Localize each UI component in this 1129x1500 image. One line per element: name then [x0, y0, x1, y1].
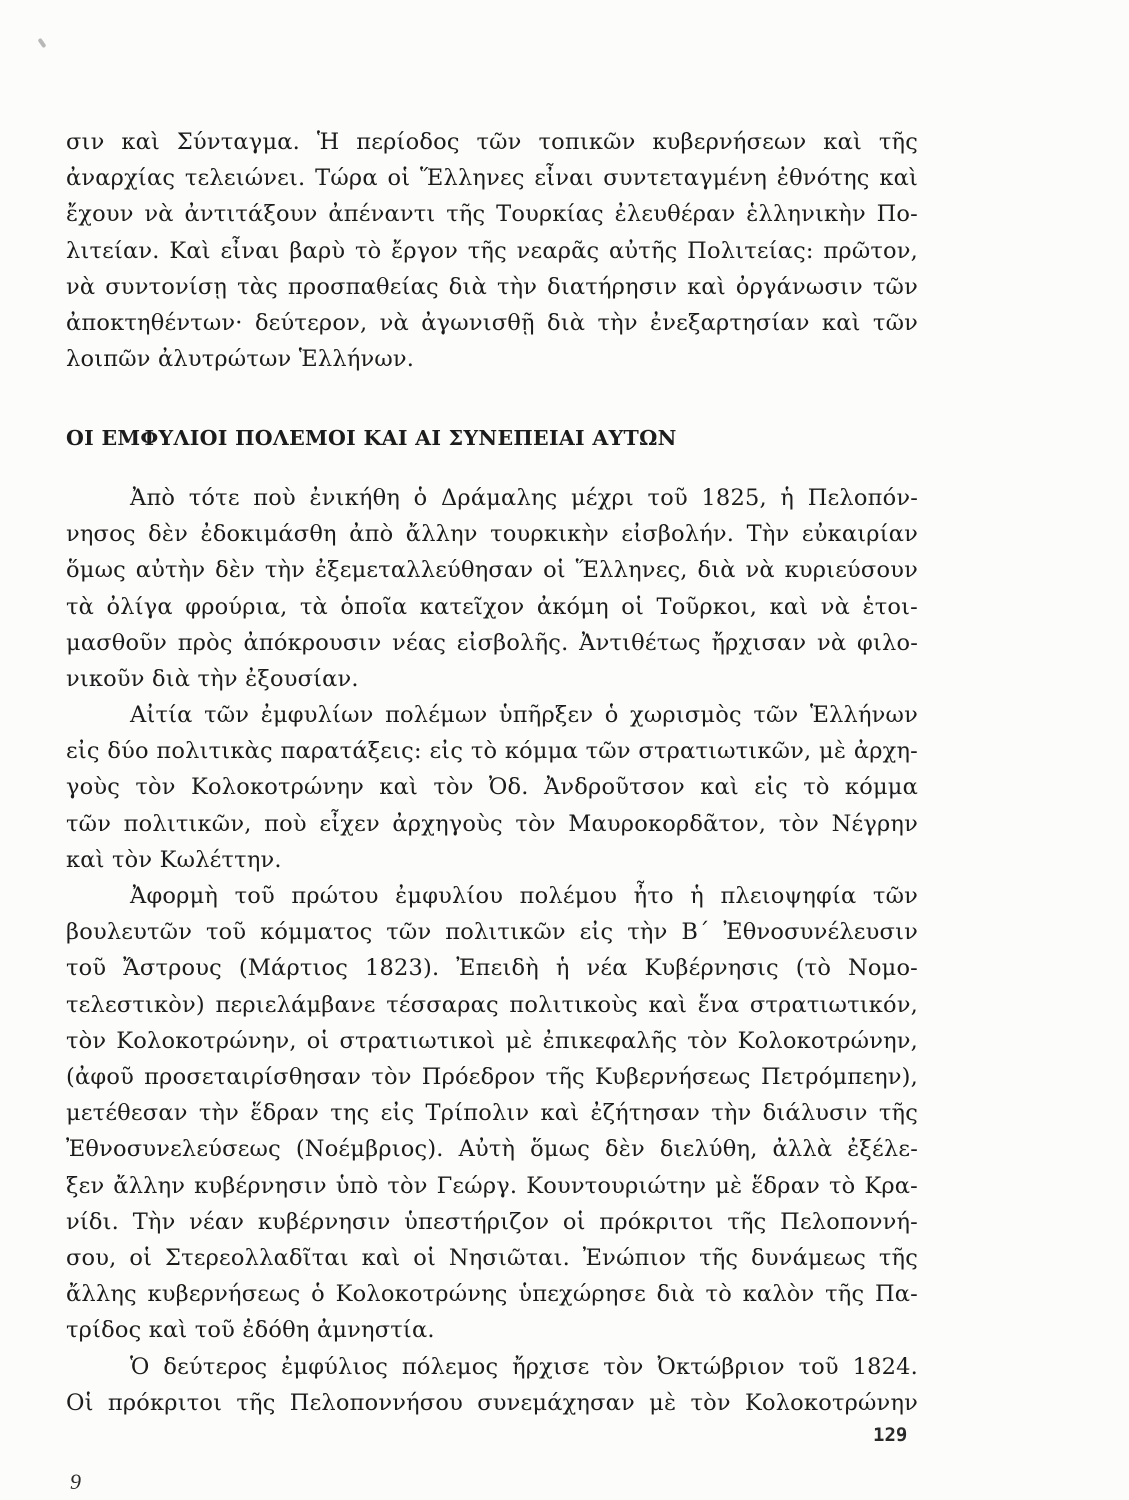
text-line: νικοῦν διὰ τὴν ἐξουσίαν.: [66, 665, 359, 692]
text-line: γοὺς τὸν Κολοκοτρώνην καὶ τὸν Ὀδ. Ἀνδροῦτσον καὶ εἰς τὸ κόμμα: [66, 774, 918, 801]
text-line: Αἰτία τῶν ἐμφυλίων πολέμων ὑπῆρξεν ὁ χωρισμὸς τῶν Ἑλλήνων: [130, 702, 918, 728]
text-line: σου, οἱ Στερεολλαδῖται καὶ οἱ Νησιῶται. Ἐνώπιον τῆς δυνάμεως τῆς: [66, 1244, 918, 1271]
text-line: μασθοῦν πρὸς ἀπόκρουσιν νέας εἰσβολῆς. Ἀντιθέτως ἤρχισαν νὰ φιλο-: [66, 629, 918, 656]
text-line: τοῦ Ἄστρους (Μάρτιος 1823). Ἐπειδὴ ἡ νέα Κυβέρνησις (τὸ Νομο-: [66, 955, 918, 982]
text-line: Ὁ δεύτερος ἐμφύλιος πόλεμος ἤρχισε τὸν Ὀκτώβριον τοῦ 1824.: [130, 1354, 918, 1380]
text-line: ἄλλης κυβερνήσεως ὁ Κολοκοτρώνης ὑπεχώρησε διὰ τὸ καλὸν τῆς Πα-: [66, 1281, 918, 1308]
text-line: τρίδος καὶ τοῦ ἐδόθη ἀμνηστία.: [66, 1317, 435, 1344]
text-line: νησος δὲν ἐδοκιμάσθη ἀπὸ ἄλλην τουρκικὴν εἰσβολήν. Τὴν εὐκαιρίαν: [66, 521, 918, 548]
text-line: νὰ συντονίσῃ τὰς προσπαθείας διὰ τὴν διατήρησιν καὶ ὀργάνωσιν τῶν: [66, 273, 918, 300]
text-line: τῶν πολιτικῶν, ποὺ εἶχεν ἀρχηγοὺς τὸν Μαυροκορδᾶτον, τὸν Νέγρην: [66, 810, 918, 837]
paragraph: [66, 480, 918, 697]
text-line: τὰ ὀλίγα φρούρια, τὰ ὁποῖα κατεῖχον ἀκόμη οἱ Τοῦρκοι, καὶ νὰ ἑτοι-: [66, 593, 918, 620]
paragraph: [66, 697, 918, 878]
paragraph-continuation: [66, 124, 918, 377]
page-blemish: [37, 38, 46, 48]
text-line: τελεστικὸν) περιελάμβανε τέσσαρας πολιτικοὺς καὶ ἕνα στρατιωτικόν,: [66, 991, 918, 1018]
text-line: (ἀφοῦ προσεταιρίσθησαν τὸν Πρόεδρον τῆς Κυβερνήσεως Πετρόμπεην),: [66, 1063, 918, 1090]
signature-mark: 9: [70, 1469, 81, 1494]
text-line: Ἐθνοσυνελεύσεως (Νοέμβριος). Αὐτὴ ὅμως δὲν διελύθη, ἀλλὰ ἐξέλε-: [66, 1136, 918, 1163]
text-line: Ἀπὸ τότε ποὺ ἐνικήθη ὁ Δράμαλης μέχρι τοῦ 1825, ἡ Πελοπόν-: [130, 485, 918, 511]
paragraph: [66, 1349, 918, 1421]
text-line: σιν καὶ Σύνταγμα. Ἡ περίοδος τῶν τοπικῶν κυβερνήσεων καὶ τῆς: [66, 129, 918, 155]
text-line: βουλευτῶν τοῦ κόμματος τῶν πολιτικῶν εἰς τὴν Β΄ Ἐθνοσυνέλευσιν: [66, 919, 918, 946]
text-line: τὸν Κολοκοτρώνην, οἱ στρατιωτικοὶ μὲ ἐπικεφαλῆς τὸν Κολοκοτρώνην,: [66, 1027, 918, 1054]
text-line: ἀποκτηθέντων· δεύτερον, νὰ ἀγωνισθῇ διὰ τὴν ἐνεξαρτησίαν καὶ τῶν: [66, 309, 918, 336]
text-line: ὅμως αὐτὴν δὲν τὴν ἐξεμεταλλεύθησαν οἱ Ἕλληνες, διὰ νὰ κυριεύσουν: [66, 557, 918, 584]
page-number: 129: [873, 1424, 908, 1446]
text-line: Οἱ πρόκριτοι τῆς Πελοποννήσου συνεμάχησαν μὲ τὸν Κολοκοτρώνην: [66, 1390, 918, 1417]
text-line: ἀναρχίας τελειώνει. Τώρα οἱ Ἕλληνες εἶναι συντεταγμένη ἐθνότης καὶ: [66, 165, 918, 192]
text-line: νίδι. Τὴν νέαν κυβέρνησιν ὑπεστήριζον οἱ πρόκριτοι τῆς Πελοποννή-: [66, 1208, 918, 1235]
text-line: μετέθεσαν τὴν ἕδραν της εἰς Τρίπολιν καὶ ἐζήτησαν τὴν διάλυσιν τῆς: [66, 1100, 918, 1127]
text-line: καὶ τὸν Κωλέττην.: [66, 846, 282, 873]
text-line: ξεν ἄλλην κυβέρνησιν ὑπὸ τὸν Γεώργ. Κουντουριώτην μὲ ἕδραν τὸ Κρα-: [66, 1172, 918, 1199]
text-line: Ἀφορμὴ τοῦ πρώτου ἐμφυλίου πολέμου ἦτο ἡ πλειοψηφία τῶν: [130, 883, 918, 909]
text-line: λοιπῶν ἀλυτρώτων Ἑλλήνων.: [66, 346, 415, 373]
paragraph: [66, 878, 918, 1348]
section-heading: ΟΙ ΕΜΦΥΛΙΟΙ ΠΟΛΕΜΟΙ ΚΑΙ ΑΙ ΣΥΝΕΠΕΙΑΙ ΑΥΤΩΝ: [66, 426, 677, 450]
text-line: εἰς δύο πολιτικὰς παρατάξεις: εἰς τὸ κόμμα τῶν στρατιωτικῶν, μὲ ἀρχη-: [66, 738, 918, 765]
text-line: λιτείαν. Καὶ εἶναι βαρὺ τὸ ἔργον τῆς νεαρᾶς αὐτῆς Πολιτείας: πρῶτον,: [66, 237, 918, 264]
text-line: ἔχουν νὰ ἀντιτάξουν ἀπέναντι τῆς Τουρκίας ἐλευθέραν ἑλληνικὴν Πο-: [66, 201, 918, 228]
